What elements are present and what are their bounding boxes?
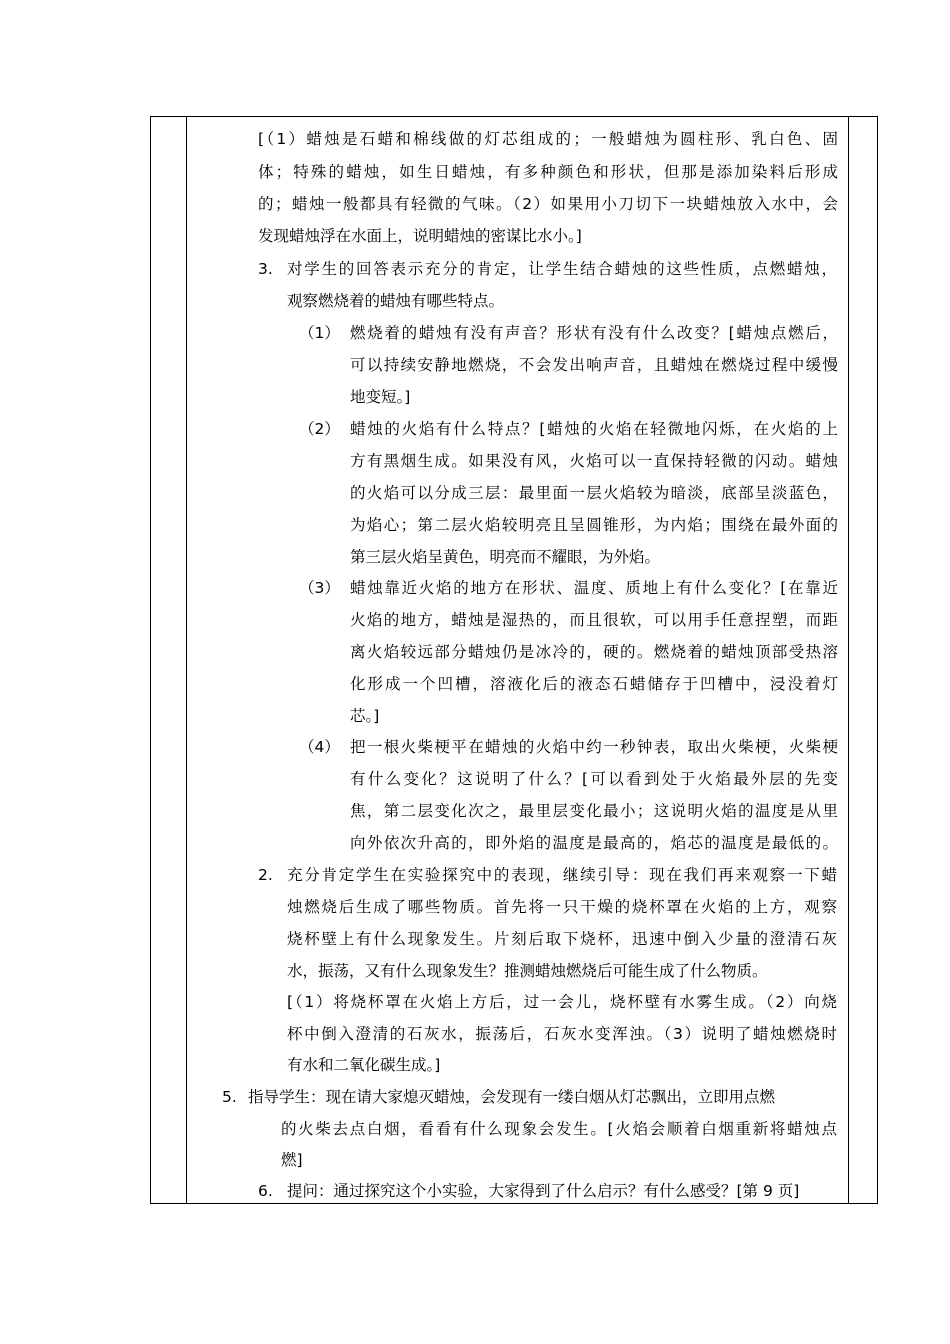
sub-item-line: 的火焰可以分成三层：最里面一层火焰较为暗淡，底部呈淡蓝色， (350, 484, 838, 502)
list-item-line: 观察燃烧着的蜡烛有哪些特点。 (287, 292, 505, 310)
sub-item-line: 向外依次升高的，即外焰的温度是最高的，焰芯的温度是最低的。 (350, 834, 838, 852)
table-border-left (150, 116, 151, 1204)
sub-item-line: 可以持续安静地燃烧，不会发出响声音，且蜡烛在燃烧过程中缓慢 (350, 356, 838, 374)
list-item-line: 的火柴去点白烟，看看有什么现象会发生。[火焰会顺着白烟重新将蜡烛点 (281, 1120, 837, 1138)
list-item-line: 烧杯壁上有什么现象发生。片刻后取下烧杯，迅速中倒入少量的澄清石灰 (287, 930, 837, 948)
list-item-line: 烛燃烧后生成了哪些物质。首先将一只干燥的烧杯罩在火焰的上方，观察 (287, 898, 837, 916)
table-column-divider (186, 116, 187, 1204)
list-item-line: 提问：通过探究这个小实验，大家得到了什么启示？有什么感受？[第 9 页] (287, 1182, 800, 1200)
table-border-bottom (150, 1203, 878, 1204)
table-column-divider (848, 116, 849, 1204)
paragraph-line: 发现蜡烛浮在水面上，说明蜡烛的密谋比水小。] (258, 227, 582, 245)
paragraph-line: 的；蜡烛一般都具有轻微的气味。（2）如果用小刀切下一块蜡烛放入水中，会 (258, 195, 838, 213)
list-item-line: 燃] (281, 1151, 303, 1169)
sub-item-line: 第三层火焰呈黄色，明亮而不耀眼，为外焰。 (350, 548, 661, 566)
sub-item-number: （4） (299, 738, 340, 756)
sub-item-line: 焦，第二层变化次之，最里层变化最小；这说明火焰的温度是从里 (350, 802, 838, 820)
paragraph-line: [（1）蜡烛是石蜡和棉线做的灯芯组成的；一般蜡烛为圆柱形、乳白色、固 (258, 130, 838, 148)
sub-item-line: 把一根火柴梗平在蜡烛的火焰中约一秒钟表，取出火柴梗，火柴梗 (350, 738, 838, 756)
sub-item-number: （3） (299, 579, 340, 597)
sub-item-line: 方有黑烟生成。如果没有风，火焰可以一直保持轻微的闪动。蜡烛 (350, 452, 838, 470)
sub-item-line: 芯。] (350, 707, 380, 725)
table-border-right (877, 116, 878, 1204)
list-item-line: 对学生的回答表示充分的肯定，让学生结合蜡烛的这些性质，点燃蜡烛， (287, 260, 837, 278)
sub-item-line: 蜡烛的火焰有什么特点？[蜡烛的火焰在轻微地闪烁，在火焰的上 (350, 420, 838, 438)
paragraph-line: 有水和二氧化碳生成。] (287, 1056, 441, 1074)
sub-item-line: 化形成一个凹槽，溶液化后的液态石蜡储存于凹槽中，浸没着灯 (350, 675, 838, 693)
sub-item-number: （1） (299, 324, 340, 342)
sub-item-line: 蜡烛靠近火焰的地方在形状、温度、质地上有什么变化？[在靠近 (350, 579, 838, 597)
paragraph-line: 体；特殊的蜡烛，如生日蜡烛，有多种颜色和形状，但那是添加染料后形成 (258, 163, 838, 181)
list-item-line: 充分肯定学生在实验探究中的表现，继续引导：现在我们再来观察一下蜡 (287, 866, 837, 884)
sub-item-line: 为焰心；第二层火焰较明亮且呈圆锥形，为内焰；围绕在最外面的 (350, 516, 838, 534)
sub-item-line: 有什么变化？这说明了什么？[可以看到处于火焰最外层的先变 (350, 770, 838, 788)
sub-item-number: （2） (299, 420, 340, 438)
list-number: 2. (258, 866, 273, 884)
list-number: 3. (258, 260, 273, 278)
list-number: 5. (222, 1088, 237, 1106)
table-border-top (150, 116, 878, 117)
list-item-line: 水，振荡，又有什么现象发生？推测蜡烛燃烧后可能生成了什么物质。 (287, 962, 768, 980)
sub-item-line: 火焰的地方，蜡烛是湿热的，而且很软，可以用手任意捏塑，而距 (350, 611, 838, 629)
sub-item-line: 地变短。] (350, 388, 411, 406)
paragraph-line: [（1）将烧杯罩在火焰上方后，过一会儿，烧杯壁有水雾生成。（2）向烧 (287, 993, 837, 1011)
paragraph-line: 杯中倒入澄清的石灰水，振荡后，石灰水变浑浊。（3）说明了蜡烛燃烧时 (287, 1025, 837, 1043)
sub-item-line: 离火焰较远部分蜡烛仍是冰冷的，硬的。燃烧着的蜡烛顶部受热溶 (350, 643, 838, 661)
sub-item-line: 燃烧着的蜡烛有没有声音？形状有没有什么改变？[蜡烛点燃后， (350, 324, 838, 342)
list-item-line: 指导学生：现在请大家熄灭蜡烛，会发现有一缕白烟从灯芯飘出，立即用点燃 (248, 1088, 776, 1106)
list-number: 6. (258, 1182, 273, 1200)
